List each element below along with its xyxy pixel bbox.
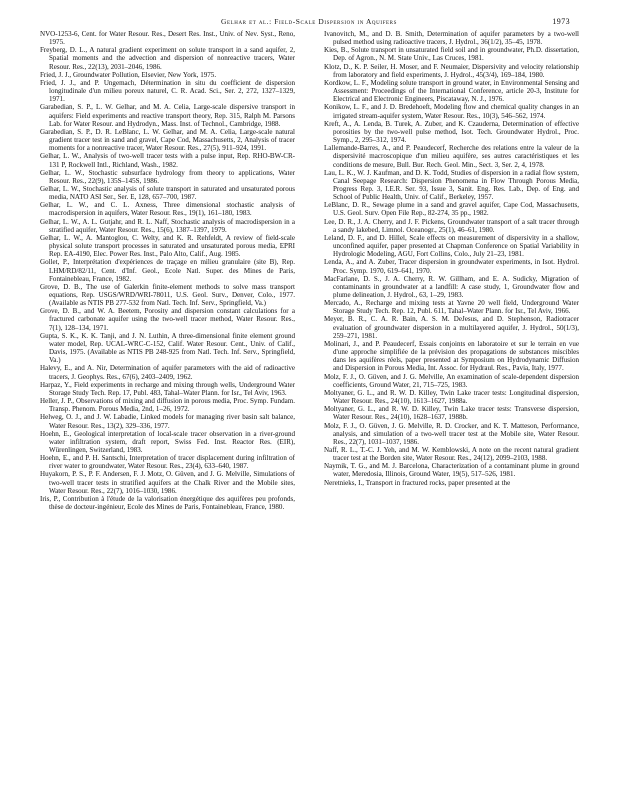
reference-entry: Mercado, A., Recharge and mixing tests at Yavne 20 well field, Underground Water Storage Study Tech. Rep. 12, Publ. 611, Tahal–Water Plann. for Isr., Tel Aviv, 1966. [324, 299, 579, 316]
reference-entry: Molz, F. J., O. Güven, and J. G. Melville, An examination of scale-dependent dispersion coefficients, Ground Water, 21, 715–725, 1983. [324, 372, 579, 389]
reference-entry: Hoehn, E., and P. H. Santschi, Interpretation of tracer displacement during infiltration of river water to groundwater, Water Resour. Res., 23(4), 633–640, 1987. [40, 454, 295, 471]
reference-entry: Neretnieks, I., Transport in fractured rocks, paper presented at the [324, 478, 511, 487]
running-title: Gelhar et al.: Field-Scale Dispersion in Aquifers [221, 17, 397, 26]
reference-entry: Leland, D. F., and D. Hillel, Scale effects on measurement of dispersivity in a shallow, unconfined aquifer, paper presented at Chapman Conference on Spatial Variability in Hydrologic Modeling, AGU, Fort Collins, Colo., July 21–23, 1981. [324, 233, 579, 259]
reference-entry: Lallemande-Barres, A., and P. Peaudecerf, Recherche des relations entre la valeur de la dispersivité macroscopique d'un milieu aquifère, ses autres caractéristiques et les conditions de mesure, Bull. Bur. Rech. Geol. Min., Sect. 3, Ser. 2, 4, 1978. [324, 144, 579, 169]
reference-entry: Grove, D. B., and W. A. Beetem, Porosity and dispersion constant calculations for a fractured carbonate aquifer using the two-well tracer method, Water Resour. Res., 7(1), 128–134, 1971. [40, 307, 295, 332]
reference-entry: Grove, D. B., The use of Galerkin finite-element methods to solve mass transport equations, Rep. USGS/WRD/WRI-78011, U.S. Geol. Surv., Denver, Colo., 1977. (Available as NTIS PB 277-532 from Natl. Tech. Inf. Serv., Springfield, Va.) [40, 282, 295, 308]
reference-entry: Gelhar, L. W., A. Mantoglou, C. Welty, and K. R. Rehfeldt, A review of field-scale physical solute transport processes in saturated and unsaturated porous media, EPRI Rep. EA-4190, Elec. Power Res. Inst., Palo Alto, Calif., Aug. 1985. [40, 233, 295, 259]
reference-entry: Heller, J. P., Observations of mixing and diffusion in porous media, Proc. Symp. Fundam. Transp. Phenom. Porous Media, 2nd, 1–26, 1972. [40, 397, 295, 414]
reference-entry: NVO-1253-6, Cent. for Water Resour. Res., Desert Res. Inst., Univ. of Nev. Syst., Reno, 1975. [40, 30, 295, 47]
reference-entry: Klotz, D., K. P. Seiler, H. Moser, and F. Neumaier, Dispersivity and velocity relationship from laboratory and field experiments, J. Hydrol., 45(3/4), 169–184, 1980. [324, 62, 579, 79]
reference-entry: Fried, J. J., Groundwater Pollution, Elsevier, New York, 1975. [40, 70, 217, 79]
reference-entry: Naymik, T. G., and M. J. Barcelona, Characterization of a contaminant plume in ground water, Meredosia, Illinois, Ground Water, 19(5), 517–526, 1981. [324, 462, 579, 479]
reference-entry: Hoehn, E., Geological interpretation of local-scale tracer observation in a river-ground water infiltration system, draft report, Swiss Fed. Inst. Reactor Res. (EIR), Würenlingen, Switzerland, 1983. [40, 429, 295, 454]
reference-entry: Naff, R. L., T.-C. J. Yeh, and M. W. Kemblowski, A note on the recent natural gradient tracer test at the Borden site, Water Resour. Res., 24(12), 2099–2103, 1988. [324, 445, 579, 463]
page-number: 1973 [552, 17, 570, 26]
reference-entry: Garabedian, S. P., D. R. LeBlanc, L. W. Gelhar, and M. A. Celia, Large-scale natural gradient tracer test in sand and gravel, Cape Cod, Massachusetts, 2, Analysis of tracer moments for a nonreactive tracer, Water Resour. Res., 27(5), 911–924, 1991. [40, 127, 295, 153]
reference-entry: Kreft, A., A. Lenda, B. Turek, A. Zuber, and K. Czauderna, Determination of effective porosities by the two-well pulse method, Isot. Tech. Groundwater Hydrol., Proc. Symp., 2, 295–312, 1974. [324, 119, 579, 145]
reference-entry: LeBlanc, D. R., Sewage plume in a sand and gravel aquifer, Cape Cod, Massachusetts, U.S. Geol. Surv. Open File Rep., 82-274, 35 pp., 1982. [324, 201, 579, 218]
reference-entry: Lee, D. R., J. A. Cherry, and J. F. Pickens, Groundwater transport of a salt tracer through a sandy lakebed, Limnol. Oceanogr., 25(1), 46–61, 1980. [324, 217, 579, 234]
reference-entry: Garabedian, S. P., L. W. Gelhar, and M. A. Celia, Large-scale dispersive transport in aquifers: Field experiments and reactive transport theory, Rep. 315, Ralph M. Parsons Lab. for Water Resour. and Hydrodyn., Mass. Inst. of Technol., Cambridge, 1988. [40, 103, 295, 128]
reference-entry: Molinari, J., and P. Peaudecerf, Essais conjoints en laboratoire et sur le terrain en vue d'une approche simplifiée de la prévision des propagations de substances miscibles dans les aquifères réels, paper presented at Symposium on Hydrodynamic Diffusion and Dispersion in Porous Media, Int. Assoc. for Hydraul. Res., Pavia, Italy, 1977. [324, 339, 579, 373]
reference-entry: Gelhar, L. W., Stochastic analysis of solute transport in saturated and unsaturated porous media, NATO ASI Ser., Ser. E, 128, 657–700, 1987. [40, 184, 295, 202]
reference-entry: Freyberg, D. L., A natural gradient experiment on solute transport in a sand aquifer, 2, Spatial moments and the advection and dispersion of nonreactive tracers, Water Resour. Res., 22(13), 2031–2046, 1986. [40, 46, 295, 71]
reference-entry: Huyakorn, P. S., P. F. Andersen, F. J. Motz, O. Güven, and J. G. Melville, Simulations of two-well tracer tests in stratified aquifers at the Chalk River and the Mobile sites, Water Resour. Res., 22(7), 1016–1030, 1986. [40, 470, 295, 495]
reference-entry: Lenda, A., and A. Zuber, Tracer dispersion in groundwater experiments, in Isot. Hydrol. Proc. Symp. 1970, 619–641, 1970. [324, 258, 579, 275]
reference-entry: MacFarlane, D. S., J. A. Cherry, R. W. Gillham, and E. A. Sudicky, Migration of contaminants in groundwater at a landfill: A case study, 1, Groundwater flow and plume delineation, J. Hydrol., 63, 1–29, 1983. [324, 274, 579, 299]
reference-entry: Ivanovitch, M., and D. B. Smith, Determination of aquifer parameters by a two-well pulsed method using radioactive tracers, J. Hydrol., 36(1/2), 35–45, 1978. [324, 30, 579, 47]
reference-entry: Gupta, S. K., K. K. Tanji, and J. N. Luthin, A three-dimensional finite element ground water model, Rep. UCAL-WRC-C-152, Calif. Water Resour. Cent., Univ. of Calif., Davis, 1975. (Available as NTIS PB 248-925 from Natl. Tech. Inf. Serv., Springfield, Va.) [40, 331, 295, 365]
reference-entry: Gelhar, L. W., Stochastic subsurface hydrology from theory to applications, Water Resour. Res., 22(9), 135S–145S, 1986. [40, 168, 295, 185]
reference-entry: Moltyaner, G. L., and R. W. D. Killey, Twin Lake tracer tests: Transverse dispersion, Water Resour. Res., 24(10), 1628–1637, 1988b. [324, 405, 579, 422]
reference-entry: Gelhar, L. W., Analysis of two-well tracer tests with a pulse input, Rep. RHO-BW-CR-131 P, Rockwell Intl., Richland, Wash., 1982. [40, 152, 295, 169]
reference-entry: Moltyaner, G. L., and R. W. D. Killey, Twin Lake tracer tests: Longitudinal dispersion, Water Resour. Res., 24(10), 1613–1627, 1988a. [324, 388, 579, 406]
reference-entry: Helweg, O. J., and J. W. Labadie, Linked models for managing river basin salt balance, Water Resour. Res., 13(2), 329–336, 1977. [40, 413, 295, 430]
reference-entry: Konikow, L. F., and J. D. Bredehoeft, Modeling flow and chemical quality changes in an irrigated stream-aquifer system, Water Resour. Res., 10(3), 546–562, 1974. [324, 103, 579, 120]
reference-entry: Meyer, B. R., C. A. R. Bain, A. S. M. DeJesus, and D. Stephenson, Radiotracer evaluation of groundwater dispersion in a multilayered aquifer, J. Hydrol., 50(1/3), 259–271, 1981. [324, 315, 579, 340]
reference-entry: Lau, L. K., W. J. Kaufman, and D. K. Todd, Studies of dispersion in a radial flow system, Canal Seepage Research: Dispersion Phenomena in Flow Through Porous Media, Progress Rep. 3, I.E.R. Ser. 93, Issue 3, Sanit. Eng. Res. Lab., Dep. of Eng. and School of Public Health, Univ. of Calif., Berkeley, 1957. [324, 168, 579, 202]
reference-column-right [324, 30, 579, 487]
reference-column-left [40, 30, 295, 511]
reference-entry: Iris, P., Contribution à l'étude de la valorisation énergétique des aquifères peu profonds, thèse de docteur-ingénieur, Ecole des Mines de Paris, Fontainebleau, France, 1980. [40, 494, 295, 512]
reference-entry: Fried, J. J., and P. Ungemach, Détermination in situ du coefficient de dispersion longitudinale d'un milieu poreux naturel, C. R. Acad. Sci., Ser. 2, 272, 1327–1329, 1971. [40, 78, 295, 104]
reference-entry: Harpaz, Y., Field experiments in recharge and mixing through wells, Underground Water Storage Study Tech. Rep. 17, Publ. 483, Tahal–Water Plann. for Isr., Tel Aviv, 1963. [40, 380, 295, 397]
reference-entry: Halevy, E., and A. Nir, Determination of aquifer parameters with the aid of radioactive tracers, J. Geophys. Res., 67(6), 2403–2409, 1962. [40, 364, 295, 381]
reference-entry: Kies, B., Solute transport in unsaturated field soil and in groundwater, Ph.D. dissertation, Dep. of Agron., N. M. State Univ., Las Cruces, 1981. [324, 46, 579, 63]
reference-entry: Gollet, P., Interprétation d'expériences de traçage en milieu granulaire (site B), Rep. LHM/RD/82/11, Cent. d'Inf. Geol., Ecole Natl. Super. des Mines de Paris, Fontainebleau, France, 1982. [40, 258, 295, 283]
reference-entry: Gelhar, L. W., and C. L. Axness, Three dimensional stochastic analysis of macrodispersion in aquifers, Water Resour. Res., 19(1), 161–180, 1983. [40, 201, 295, 218]
running-head [0, 17, 618, 31]
reference-entry: Molz, F. J., O. Güven, J. G. Melville, R. D. Crocker, and K. T. Matteson, Performance, analysis, and simulation of a two-well tracer test at the Mobile site, Water Resour. Res., 22(7), 1031–1037, 1986. [324, 421, 579, 446]
reference-entry: Gelhar, L. W., A. L. Gutjahr, and R. L. Naff, Stochastic analysis of macrodispersion in a stratified aquifer, Water Resour. Res., 15(6), 1387–1397, 1979. [40, 217, 295, 234]
reference-entry: Kordkow, L. F., Modeling solute transport in ground water, in Environmental Sensing and Assessment: Proceedings of the International Conference, article 20-3, Institute for Electrical and Electronic Engineers, Piscataway, N. J., 1976. [324, 78, 579, 104]
